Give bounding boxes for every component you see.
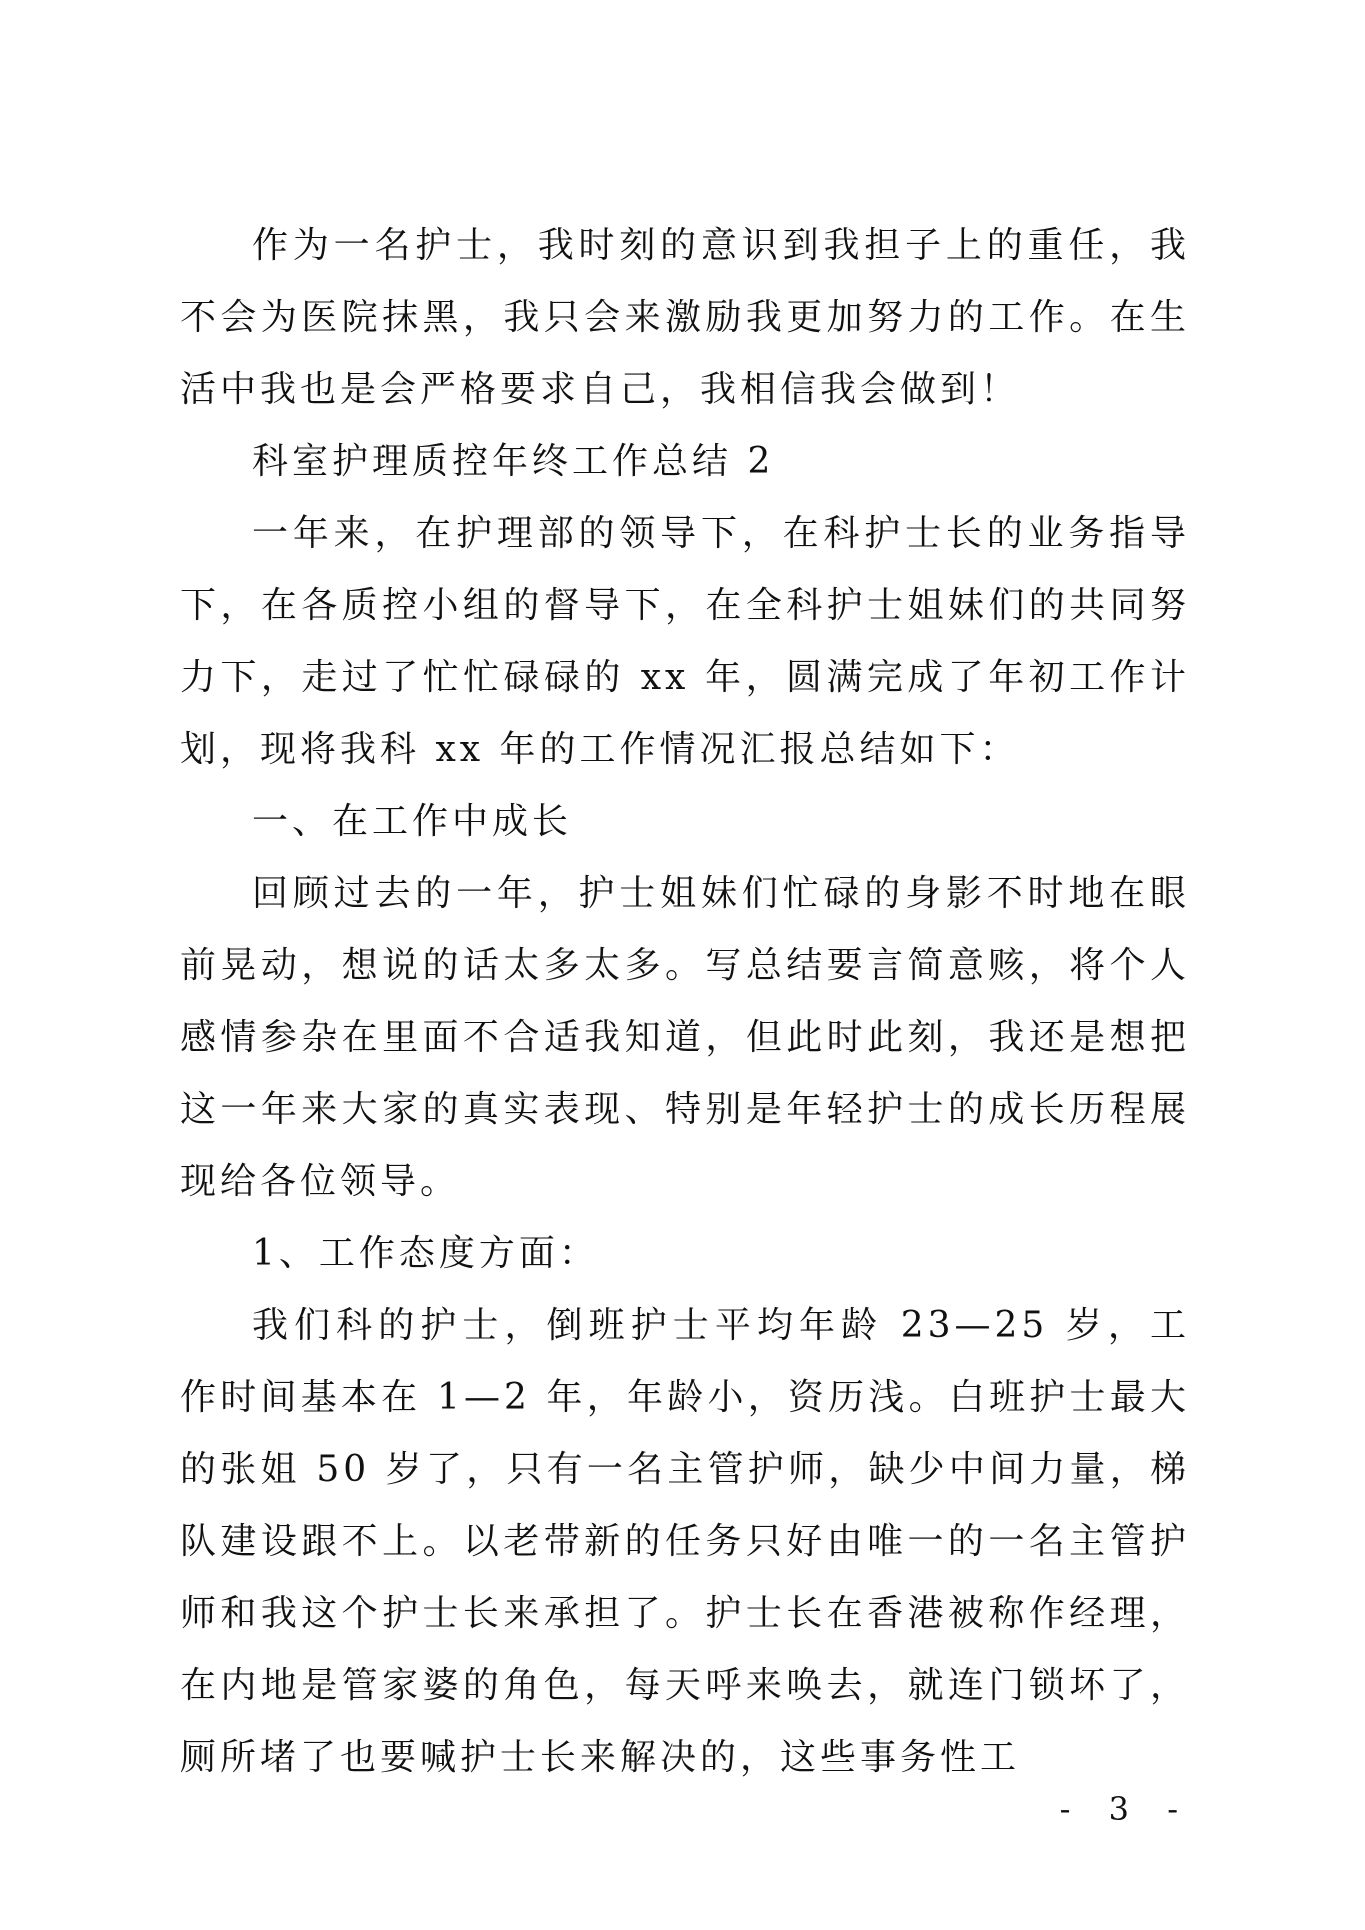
- paragraph-4: 我们科的护士，倒班护士平均年龄 23—25 岁，工作时间基本在 1—2 年，年龄小，资历浅。白班护士最大的张姐 50 岁了，只有一名主管护师，缺少中间力量，梯队建设跟不上。以老带新的任务只好由唯一的一名主管护师和我这个护士长来承担了。护士长在香港被称作经理，在内地是管家婆的角色，每天呼来唤去，就连门锁坏了，厕所堵了也要喊护士长来解决的，这些事务性工: [180, 1305, 1190, 1778]
- paragraph-3: 回顾过去的一年，护士姐妹们忙碌的身影不时地在眼前晃动，想说的话太多太多。写总结要言简意赅，将个人感情参杂在里面不合适我知道，但此时此刻，我还是想把这一年来大家的真实表现、特别是年轻护士的成长历程展现给各位领导。: [180, 873, 1190, 1202]
- paragraph-2: 一年来，在护理部的领导下，在科护士长的业务指导下，在各质控小组的督导下，在全科护士姐妹们的共同努力下，走过了忙忙碌碌的 xx 年，圆满完成了年初工作计划，现将我科 xx 年的工作情况汇报总结如下：: [180, 513, 1190, 770]
- paragraph-1: 作为一名护士，我时刻的意识到我担子上的重任，我不会为医院抹黑，我只会来激励我更加努力的工作。在生活中我也是会严格要求自己，我相信我会做到！: [180, 225, 1190, 410]
- subheading-1: 1、工作态度方面：: [252, 1233, 599, 1274]
- section-title: 科室护理质控年终工作总结 2: [252, 441, 775, 482]
- document-body: [180, 210, 1190, 1794]
- page-number: - 3 -: [1059, 1790, 1192, 1828]
- heading-1: 一、在工作中成长: [252, 801, 573, 842]
